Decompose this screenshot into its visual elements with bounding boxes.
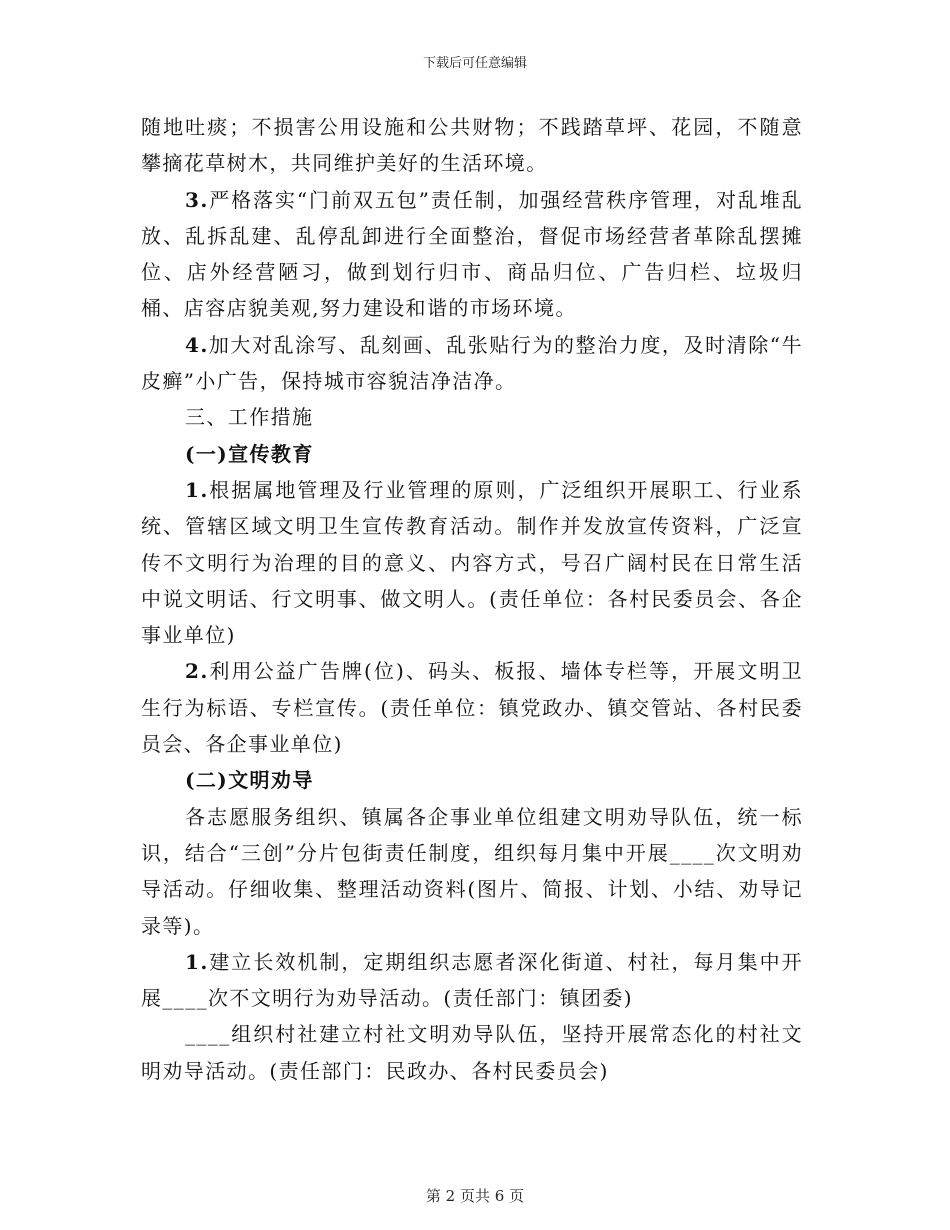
item-number: 3. (185, 187, 209, 212)
paragraph-persuasion-1 (141, 944, 803, 1017)
paragraph-publicity-1 (141, 472, 803, 653)
item-number: 1. (185, 949, 209, 974)
item-number: 2. (185, 659, 209, 684)
paragraph-publicity-2 (141, 653, 803, 762)
subsection-heading-persuasion: (二)文明劝导 (185, 768, 314, 793)
paragraph-persuasion-2: ____组织村社建立村社文明劝导队伍，坚持开展常态化的村社文明劝导活动。(责任部门：民政办、各村民委员会) (141, 1022, 803, 1083)
paragraph-item-4 (141, 327, 803, 400)
item-text: 根据属地管理及行业管理的原则，广泛组织开展职工、行业系统、管辖区域文明卫生宣传教育活动。制作并发放宣传资料，广泛宣传不文明行为治理的目的意义、内容方式，号召广阔村民在日常生活中说文明话、行文明事、做文明人。(责任单位：各村民委员会、各企事业单位) (141, 477, 803, 648)
item-number: 4. (185, 332, 209, 357)
subsection-heading-publicity: (一)宣传教育 (185, 441, 314, 466)
paragraph-item-3 (141, 182, 803, 327)
section-heading: 三、工作措施 (185, 405, 314, 430)
item-text: 严格落实“门前双五包”责任制，加强经营秩序管理，对乱堆乱放、乱拆乱建、乱停乱卸进行全面整治，督促市场经营者革除乱摆摊位、店外经营陋习，做到划行归市、商品归位、广告归栏、垃圾归桶、店容店貌美观,努力建设和谐的市场环境。 (141, 187, 803, 321)
item-number: 1. (185, 477, 209, 502)
document-body (141, 109, 803, 1089)
paragraph-persuasion-intro: 各志愿服务组织、镇属各企事业单位组建文明劝导队伍，统一标识，结合“三创”分片包街责任制度，组织每月集中开展____次文明劝导活动。仔细收集、整理活动资料(图片、简报、计划、小结、劝导记录等)。 (141, 804, 803, 938)
item-text: 加大对乱涂写、乱刻画、乱张贴行为的整治力度，及时清除“牛皮癣”小广告，保持城市容貌洁净洁净。 (141, 332, 803, 394)
item-text: 建立长效机制，定期组织志愿者深化街道、村社，每月集中开展____次不文明行为劝导活动。(责任部门：镇团委) (141, 949, 803, 1011)
paragraph-continued: 随地吐痰；不损害公用设施和公共财物；不践踏草坪、花园，不随意攀摘花草树木，共同维护美好的生活环境。 (141, 115, 803, 176)
page-header-note: 下载后可任意编辑 (422, 56, 527, 71)
item-text: 利用公益广告牌(位)、码头、板报、墙体专栏等，开展文明卫生行为标语、专栏宣传。(责任单位：镇党政办、镇交管站、各村民委员会、各企事业单位) (141, 659, 803, 757)
page-number-footer: 第 2 页共 6 页 (425, 1187, 525, 1205)
